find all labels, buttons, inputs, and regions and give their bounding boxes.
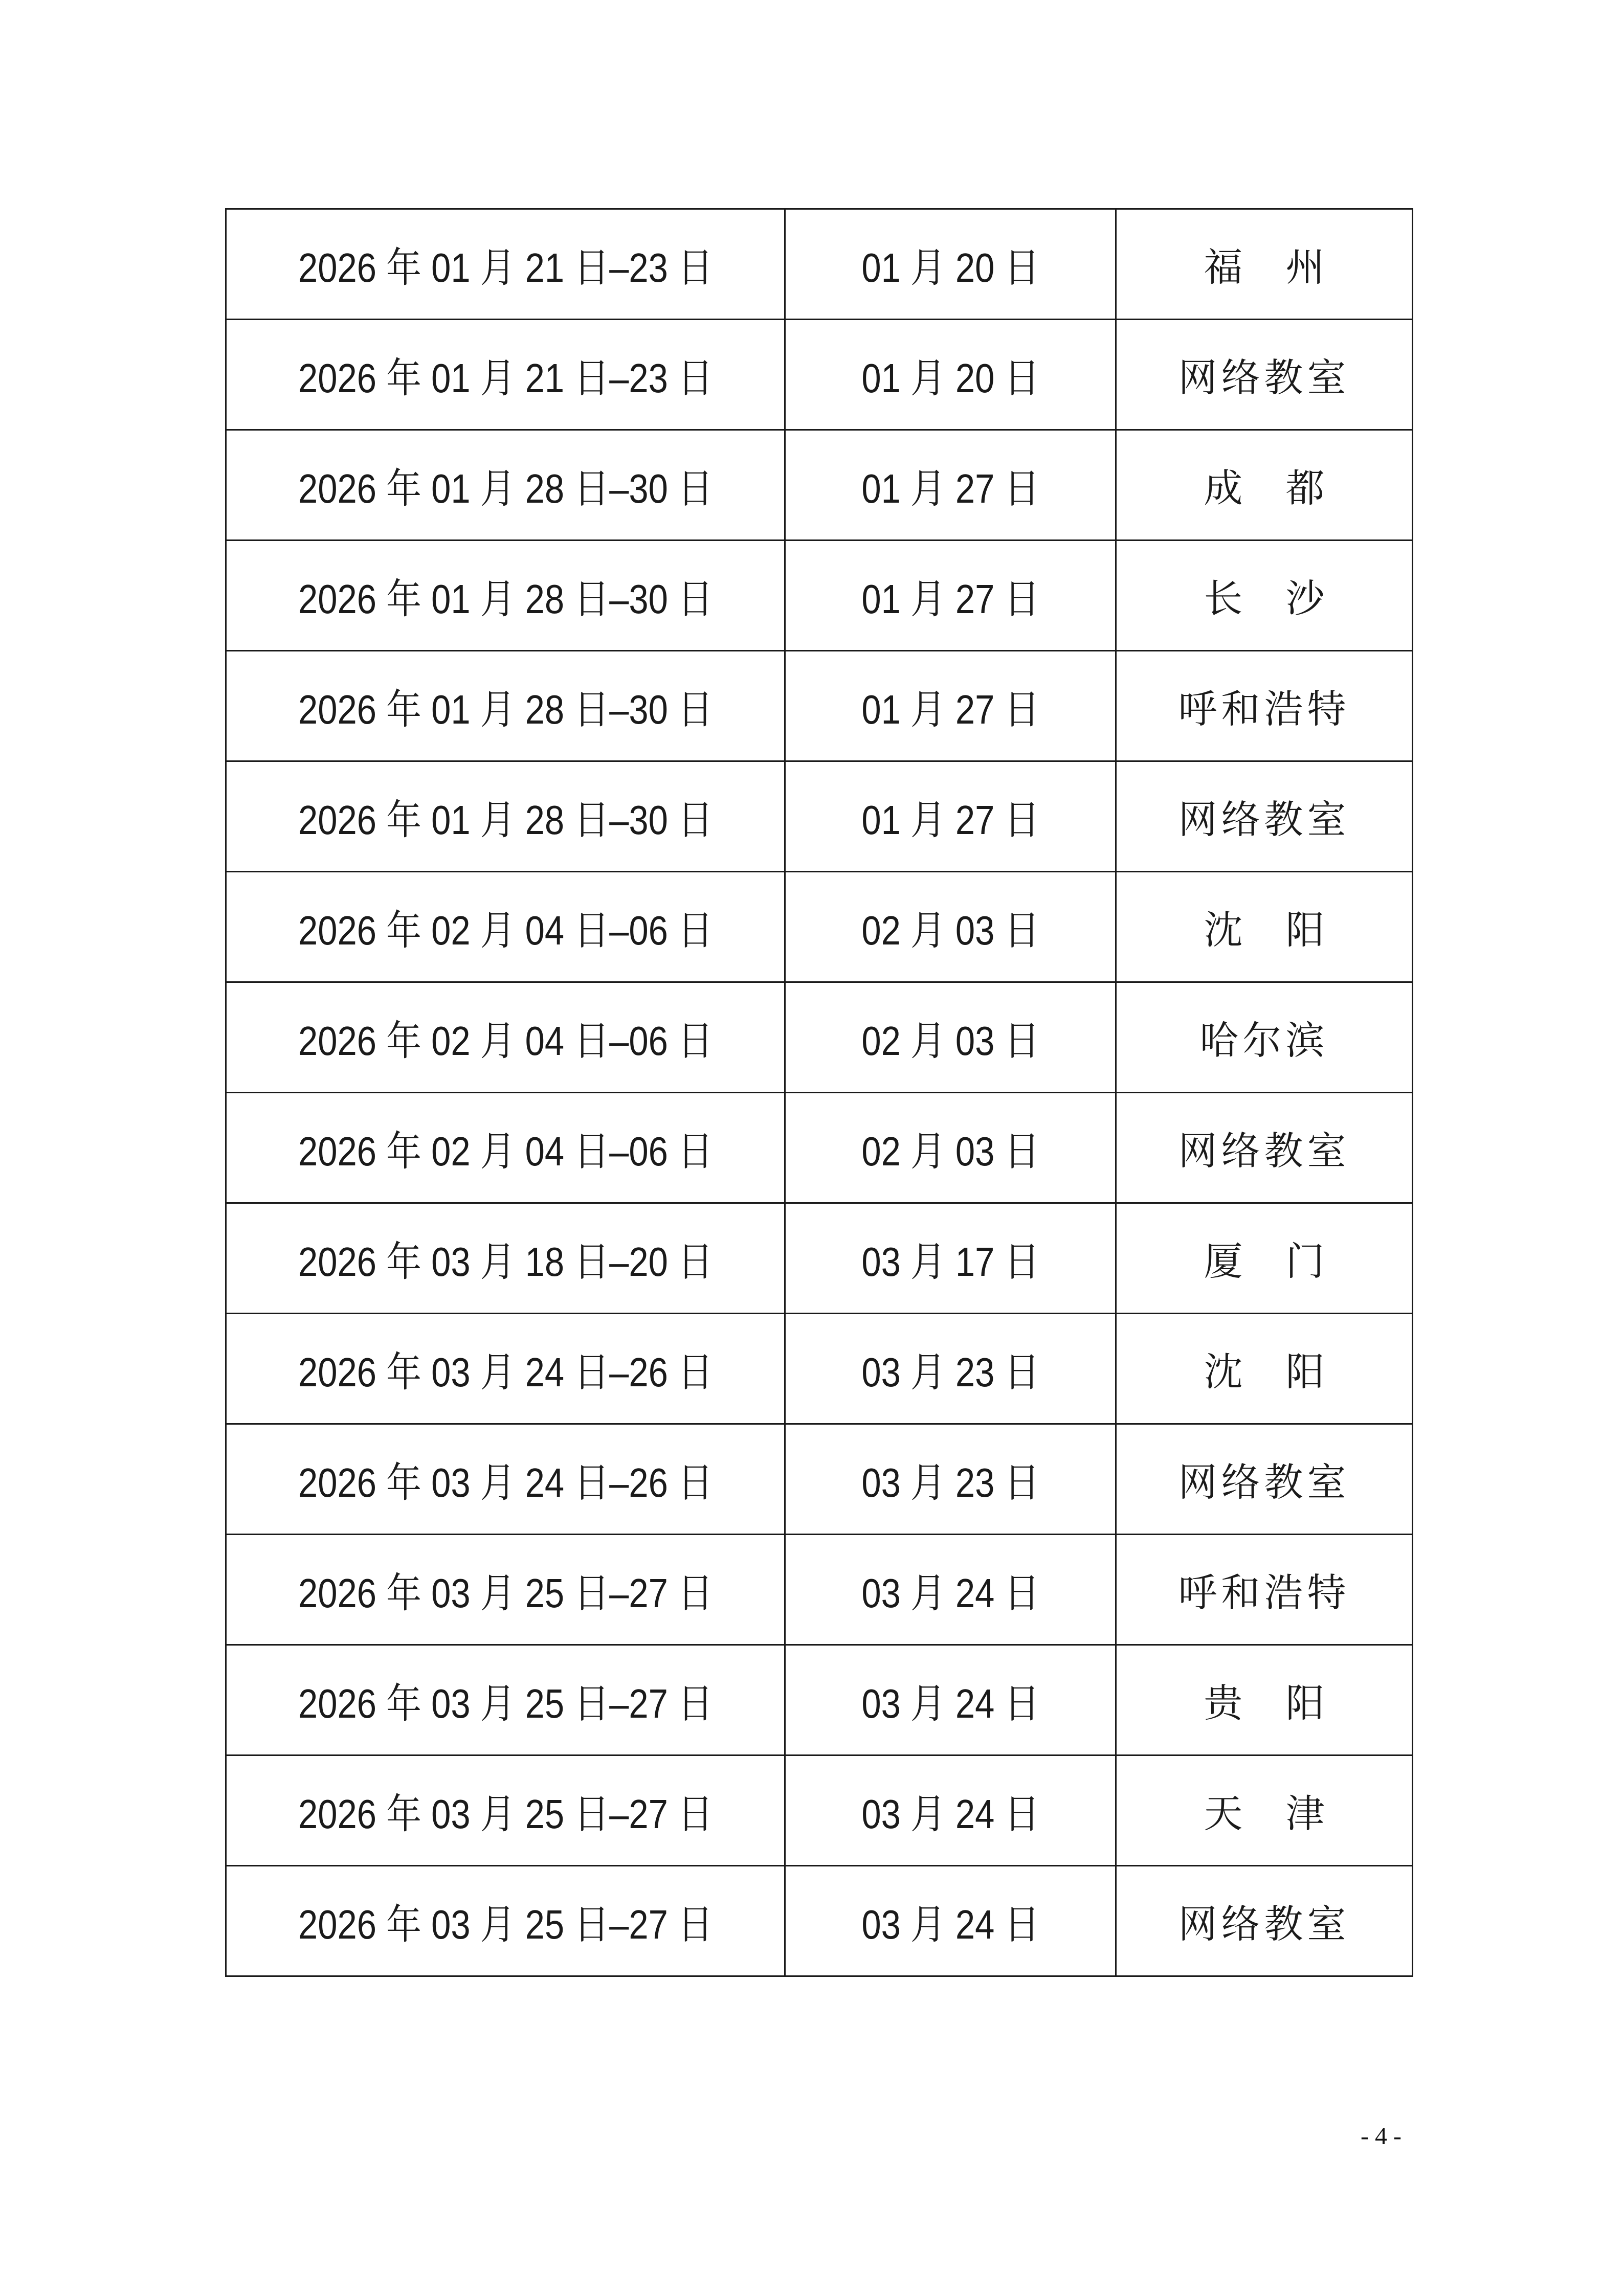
page-number: - 4 - — [1361, 2123, 1401, 2150]
check-in-date-cell — [785, 209, 1116, 320]
training-dates-cell — [226, 872, 785, 982]
check-in-date-text: 02 月 03 日 — [861, 1018, 1040, 1064]
location-cell — [1116, 982, 1413, 1093]
training-dates-text: 2026 年 01 月 28 日–30 日 — [298, 797, 713, 843]
location-cell — [1116, 1535, 1413, 1645]
location-cell — [1116, 1424, 1413, 1535]
training-dates-text: 2026 年 03 月 24 日–26 日 — [298, 1349, 713, 1395]
location-cell — [1116, 651, 1413, 761]
check-in-date-cell — [785, 761, 1116, 872]
check-in-date-cell — [785, 872, 1116, 982]
check-in-date-cell — [785, 982, 1116, 1093]
table-row — [226, 1535, 1413, 1645]
location-text: 哈尔滨 — [1199, 1018, 1329, 1063]
location-text: 呼和浩特 — [1178, 686, 1350, 732]
check-in-date-text: 01 月 20 日 — [861, 245, 1040, 290]
check-in-date-text: 01 月 27 日 — [861, 466, 1040, 511]
check-in-date-text: 01 月 27 日 — [861, 797, 1040, 843]
training-dates-cell — [226, 761, 785, 872]
training-dates-text: 2026 年 02 月 04 日–06 日 — [298, 1129, 713, 1174]
check-in-date-text: 03 月 23 日 — [861, 1349, 1040, 1395]
location-cell — [1116, 1866, 1413, 1976]
location-text: 网络教室 — [1178, 797, 1350, 842]
training-dates-text: 2026 年 03 月 25 日–27 日 — [298, 1902, 713, 1947]
check-in-date-text: 02 月 03 日 — [861, 1129, 1040, 1174]
check-in-date-cell — [785, 320, 1116, 430]
location-text: 网络教室 — [1178, 355, 1350, 400]
training-dates-cell — [226, 1645, 785, 1755]
training-dates-text: 2026 年 01 月 28 日–30 日 — [298, 466, 713, 511]
check-in-date-cell — [785, 1314, 1116, 1424]
check-in-date-text: 03 月 24 日 — [861, 1902, 1040, 1947]
check-in-date-cell — [785, 651, 1116, 761]
location-cell — [1116, 761, 1413, 872]
training-dates-text: 2026 年 01 月 28 日–30 日 — [298, 687, 713, 732]
training-dates-text: 2026 年 01 月 28 日–30 日 — [298, 576, 713, 622]
check-in-date-text: 01 月 20 日 — [861, 355, 1040, 401]
check-in-date-cell — [785, 1645, 1116, 1755]
location-cell — [1116, 1645, 1413, 1755]
location-text: 长沙 — [1204, 576, 1368, 621]
check-in-date-cell — [785, 1755, 1116, 1866]
table-row — [226, 1866, 1413, 1976]
table-row — [226, 320, 1413, 430]
table-row — [226, 761, 1413, 872]
check-in-date-text: 01 月 27 日 — [861, 576, 1040, 622]
training-dates-text: 2026 年 01 月 21 日–23 日 — [298, 245, 713, 290]
table-row — [226, 430, 1413, 541]
training-dates-cell — [226, 982, 785, 1093]
check-in-date-cell — [785, 430, 1116, 541]
training-dates-cell — [226, 430, 785, 541]
check-in-date-text: 03 月 17 日 — [861, 1239, 1040, 1285]
check-in-date-text: 01 月 27 日 — [861, 687, 1040, 732]
training-dates-text: 2026 年 03 月 25 日–27 日 — [298, 1681, 713, 1726]
training-dates-cell — [226, 1535, 785, 1645]
check-in-date-cell — [785, 1535, 1116, 1645]
check-in-date-cell — [785, 1424, 1116, 1535]
location-cell — [1116, 1314, 1413, 1424]
check-in-date-cell — [785, 1203, 1116, 1314]
training-dates-text: 2026 年 01 月 21 日–23 日 — [298, 355, 713, 401]
location-text: 福州 — [1204, 244, 1368, 290]
check-in-date-cell — [785, 1866, 1116, 1976]
table-row — [226, 872, 1413, 982]
check-in-date-cell — [785, 541, 1116, 651]
location-text: 呼和浩特 — [1178, 1570, 1350, 1615]
location-text: 贵阳 — [1204, 1680, 1368, 1726]
table-row — [226, 541, 1413, 651]
location-text: 天津 — [1204, 1791, 1368, 1836]
schedule-table-body — [226, 209, 1413, 1976]
table-row — [226, 1424, 1413, 1535]
check-in-date-text: 03 月 24 日 — [861, 1791, 1040, 1837]
training-dates-cell — [226, 651, 785, 761]
schedule-table — [225, 208, 1413, 1977]
training-dates-text: 2026 年 03 月 25 日–27 日 — [298, 1570, 713, 1616]
check-in-date-text: 02 月 03 日 — [861, 908, 1040, 953]
location-cell — [1116, 1093, 1413, 1203]
table-row — [226, 209, 1413, 320]
location-cell — [1116, 1755, 1413, 1866]
check-in-date-text: 03 月 23 日 — [861, 1460, 1040, 1505]
training-dates-cell — [226, 1424, 785, 1535]
training-dates-cell — [226, 1866, 785, 1976]
training-dates-text: 2026 年 02 月 04 日–06 日 — [298, 1018, 713, 1064]
location-cell — [1116, 430, 1413, 541]
training-dates-text: 2026 年 03 月 25 日–27 日 — [298, 1791, 713, 1837]
training-dates-cell — [226, 1755, 785, 1866]
table-row — [226, 1314, 1413, 1424]
location-cell — [1116, 1203, 1413, 1314]
training-dates-text: 2026 年 03 月 18 日–20 日 — [298, 1239, 713, 1285]
training-dates-cell — [226, 320, 785, 430]
table-row — [226, 982, 1413, 1093]
location-cell — [1116, 320, 1413, 430]
location-text: 沈阳 — [1204, 907, 1368, 953]
location-cell — [1116, 872, 1413, 982]
training-dates-text: 2026 年 03 月 24 日–26 日 — [298, 1460, 713, 1505]
training-dates-cell — [226, 1203, 785, 1314]
training-dates-cell — [226, 1314, 785, 1424]
table-row — [226, 1093, 1413, 1203]
check-in-date-cell — [785, 1093, 1116, 1203]
location-text: 网络教室 — [1178, 1459, 1350, 1505]
location-text: 网络教室 — [1178, 1128, 1350, 1174]
location-text: 厦门 — [1204, 1239, 1368, 1284]
training-dates-cell — [226, 1093, 785, 1203]
location-text: 成都 — [1204, 465, 1368, 511]
table-row — [226, 1755, 1413, 1866]
check-in-date-text: 03 月 24 日 — [861, 1681, 1040, 1726]
training-dates-cell — [226, 209, 785, 320]
location-cell — [1116, 209, 1413, 320]
location-text: 沈阳 — [1204, 1349, 1368, 1394]
check-in-date-text: 03 月 24 日 — [861, 1570, 1040, 1616]
location-text: 网络教室 — [1178, 1901, 1350, 1947]
training-dates-cell — [226, 541, 785, 651]
location-cell — [1116, 541, 1413, 651]
table-row — [226, 1645, 1413, 1755]
table-row — [226, 651, 1413, 761]
table-row — [226, 1203, 1413, 1314]
training-dates-text: 2026 年 02 月 04 日–06 日 — [298, 908, 713, 953]
